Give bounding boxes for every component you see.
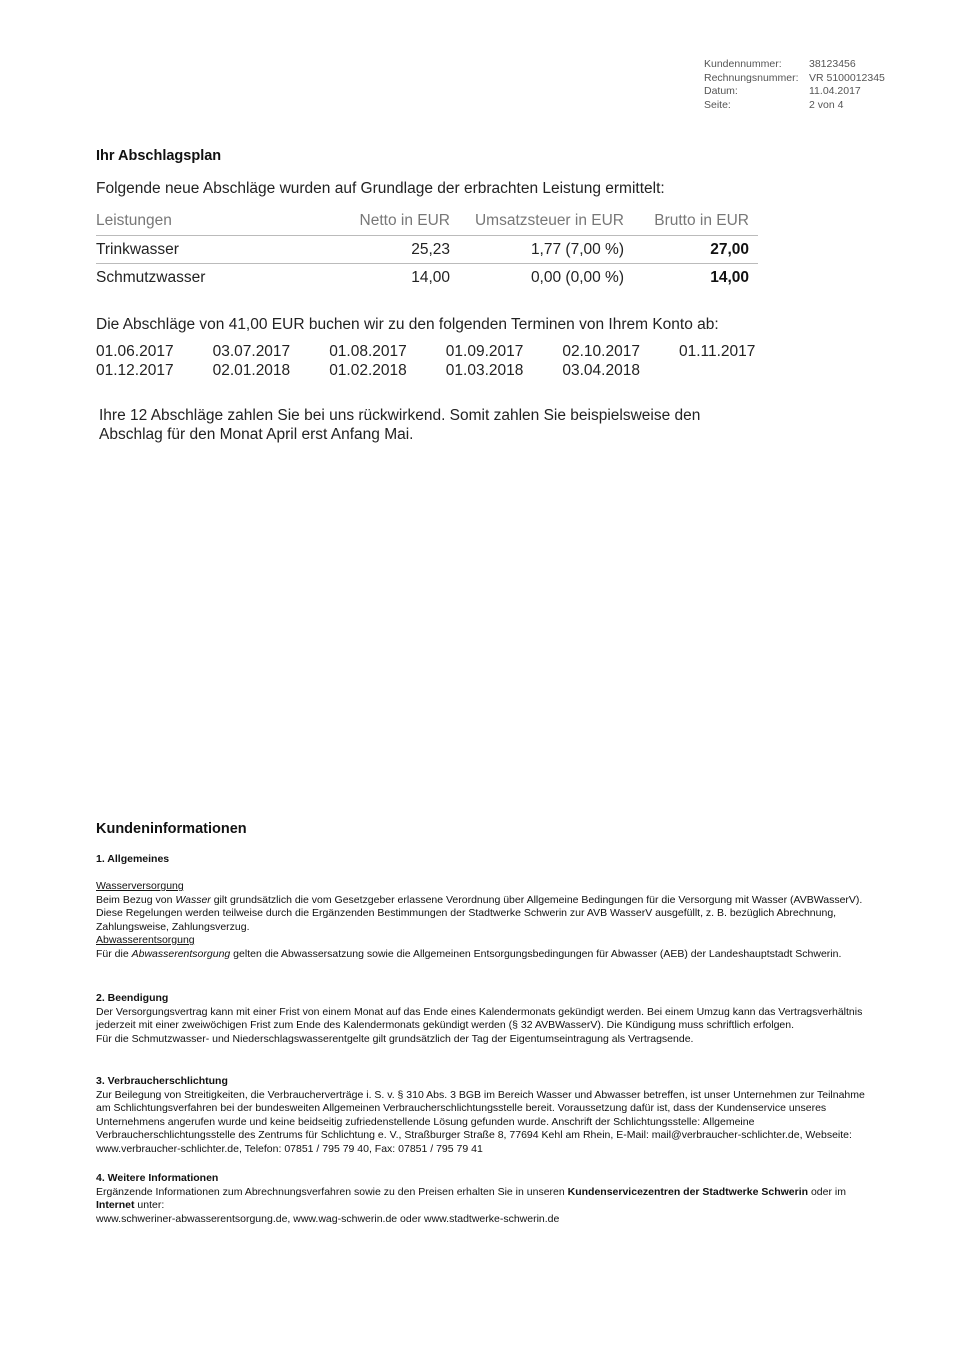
debit-date: 01.02.2018 xyxy=(329,362,407,379)
text-fragment: gelten die Abwassersatzung sowie die Allgemeinen Entsorgungsbedingungen für Abwasser (AEB) der Landeshauptstadt Schwerin. xyxy=(230,947,842,960)
arbitration-text: Zur Beilegung von Streitigkeiten, die Verbraucherverträge i. S. v. § 310 Abs. 3 BGB im Bereich Wasser und Abwasser betreffen, ist unser Unternehmen zur Teilnahme am Schlichtungsverfahren bei der bundesweiten Allgemeinen Verbraucherschlichtungsstelle bereit. Voraussetzung dafür ist, dass der Kundenservice unseres Unternehmens angerufen wurde und keine beidseitig zufriedenstellende Lösung gefunden wurde. Anschrift der Schlichtungsstelle: Allgemeine Verbraucherschlichtungsstelle des Zentrums für Schlichtung e. V., Straßburger Straße 8, 77694 Kehl am Rhein, E-Mail: mail@verbraucher-schlichter.de, Webseite: www.verbraucher-schlichter.de, Telefon: 07851 / 795 79 40, Fax: 07851 / 795 79 41 xyxy=(96,1088,865,1155)
info-section-further xyxy=(96,1172,876,1226)
water-supply-text xyxy=(96,894,876,935)
column-header: Leistungen xyxy=(96,208,336,236)
table-cell: 14,00 xyxy=(710,268,749,286)
debit-date: 02.10.2017 xyxy=(562,343,640,360)
subheading-wastewater: Abwasserentsorgung xyxy=(96,934,195,946)
section-heading: 4. Weitere Informationen xyxy=(96,1172,219,1184)
debit-date: 02.01.2018 xyxy=(212,362,291,379)
invoice-number-label: Rechnungsnummer: xyxy=(704,71,799,84)
page-value: 2 von 4 xyxy=(809,98,844,111)
table-cell: 0,00 (0,00 %) xyxy=(530,268,624,286)
info-title: Kundeninformationen xyxy=(96,821,247,837)
text-fragment: Kundenservicezentren der Stadtwerke Schwerin xyxy=(567,1185,809,1198)
table-header-row xyxy=(96,208,758,236)
page-row xyxy=(704,99,885,113)
termination-text-2: Für die Schmutzwasser- und Niederschlagswasserentgelte gilt grundsätzlich der Tag der Eigentumseintragung als Vertragsende. xyxy=(96,1032,694,1045)
installment-table xyxy=(96,208,758,291)
table-row xyxy=(96,264,758,292)
text-fragment: Abwasserentsorgung xyxy=(131,947,231,960)
websites-text: www.schweriner-abwasserentsorgung.de, www.wag-schwerin.de oder www.stadtwerke-schwerin.de xyxy=(96,1212,560,1225)
text-fragment: oder im xyxy=(808,1185,846,1198)
text-fragment: Ergänzende Informationen zum Abrechnungsverfahren sowie zu den Preisen erhalten Sie in unseren xyxy=(96,1185,568,1198)
info-section-arbitration xyxy=(96,1075,876,1156)
plan-title: Ihr Abschlagsplan xyxy=(96,148,222,164)
table-row xyxy=(96,236,758,264)
debit-date: 01.09.2017 xyxy=(445,343,524,360)
text-fragment: Internet xyxy=(96,1199,135,1211)
table-cell: Schmutzwasser xyxy=(96,268,206,286)
section-heading: 2. Beendigung xyxy=(96,992,169,1004)
text-fragment: unter: xyxy=(134,1199,165,1211)
debit-date: 01.06.2017 xyxy=(96,343,174,360)
section-heading: 3. Verbraucherschlichtung xyxy=(96,1075,228,1087)
text-fragment: gilt grundsätzlich die vom Gesetzgeber erlassene Verordnung über Allgemeine Bedingungen für die Versorgung mit Wasser (AVBWasserV). Diese Regelungen werden teilweise durch die Ergänzenden Bestimmungen der Stadtwerke Schwerin zur AVB WasserV ausgefüllt, z. B. bezüglich Abrechnung, Zahlungsweise, Zahlungsverzug. xyxy=(96,893,863,933)
column-header: Umsatzsteuer in EUR xyxy=(450,208,624,236)
table-cell: Trinkwasser xyxy=(96,236,336,264)
document-header-info xyxy=(704,58,885,112)
section-heading: 1. Allgemeines xyxy=(96,853,170,865)
customer-number-value: 38123456 xyxy=(809,58,856,70)
info-section-termination xyxy=(96,992,876,1046)
info-section-general xyxy=(96,853,876,961)
column-header: Netto in EUR xyxy=(336,208,450,236)
date-label: Datum: xyxy=(704,85,738,98)
retroactive-note: Ihre 12 Abschläge zahlen Sie bei uns rückwirkend. Somit zahlen Sie beispielsweise den Abschlag für den Monat April erst Anfang Mai. xyxy=(99,407,701,443)
table-cell: 1,77 (7,00 %) xyxy=(450,236,624,264)
subheading-water-supply: Wasserversorgung xyxy=(96,880,184,892)
page-label: Seite: xyxy=(704,98,731,111)
table-cell: 25,23 xyxy=(336,236,450,264)
debit-date: 03.07.2017 xyxy=(212,343,291,360)
debit-dates-list xyxy=(96,342,796,380)
customer-number-label: Kundennummer: xyxy=(704,58,782,70)
date-row xyxy=(704,85,885,99)
plan-intro: Folgende neue Abschläge wurden auf Grundlage der erbrachten Leistung ermittelt: xyxy=(96,180,665,197)
customer-number-row xyxy=(704,58,885,72)
debit-date: 03.04.2018 xyxy=(562,362,640,379)
column-header: Brutto in EUR xyxy=(624,208,758,236)
table-cell: 14,00 xyxy=(411,268,450,286)
further-info-text xyxy=(96,1186,876,1213)
text-fragment: Wasser xyxy=(175,893,211,906)
debit-date: 01.11.2017 xyxy=(678,343,756,360)
text-fragment: Für die xyxy=(96,947,132,960)
date-value: 11.04.2017 xyxy=(809,85,861,98)
invoice-number-value: VR 5100012345 xyxy=(809,71,885,84)
debit-terms-text: Die Abschläge von 41,00 EUR buchen wir zu den folgenden Terminen von Ihrem Konto ab: xyxy=(96,316,719,333)
table-cell: 27,00 xyxy=(624,236,758,264)
invoice-number-row xyxy=(704,72,885,86)
debit-date: 01.08.2017 xyxy=(329,343,407,360)
wastewater-text xyxy=(96,948,876,962)
debit-date: 01.12.2017 xyxy=(96,362,174,379)
text-fragment: Beim Bezug von xyxy=(96,893,176,906)
termination-text: Der Versorgungsvertrag kann mit einer Frist von einem Monat auf das Ende eines Kalendermonats gekündigt werden. Bei einem Umzug kann das Vertragsverhältnis jederzeit mit einer zweiwöchigen Frist zum Ende des Kalendermonats gekündigt werden (§ 32 AVBWasserV). Die Kündigung muss schriftlich erfolgen. xyxy=(96,1005,863,1031)
debit-date: 01.03.2018 xyxy=(445,362,524,379)
